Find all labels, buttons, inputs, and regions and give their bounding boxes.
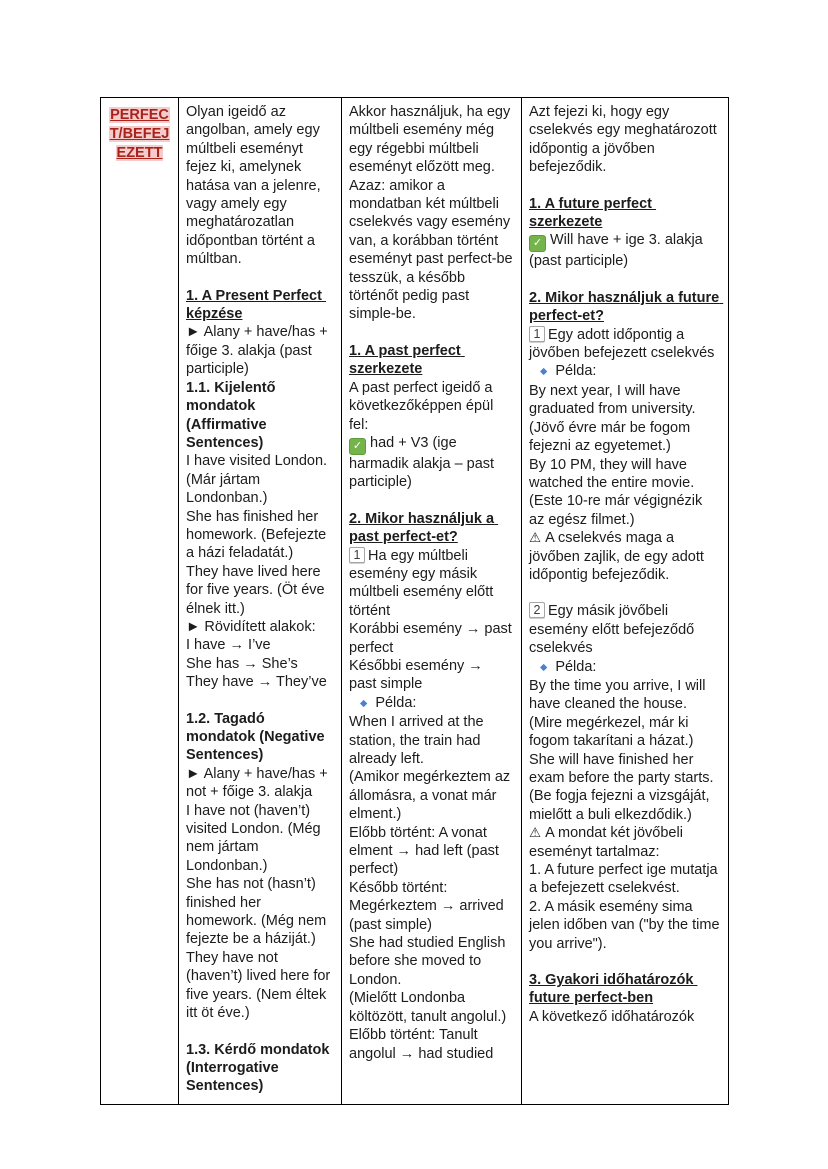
paragraph [529, 677, 721, 714]
text: Példa: [555, 658, 597, 675]
paragraph [529, 456, 721, 493]
text: 1. A future perfect szerkezete [529, 195, 657, 231]
spacer [186, 1023, 334, 1041]
text: Azaz: amikor a mondatban két múltbeli cselekvés vagy esemény van, a korábban történt eseményt past perfect-be tesszük, a később történőt pedig past simple-be. [349, 177, 517, 323]
paragraph [186, 287, 334, 324]
paragraph [349, 177, 517, 324]
paragraph [186, 618, 334, 636]
present-perfect-content [186, 103, 334, 1096]
text: A mondat két jövőbeli eseményt tartalmaz: [529, 825, 687, 860]
text: Olyan igeidő az angolban, amely egy múltbeli eseményt fejez ki, amelynek hatása van a jelenre, vagy amely egy meghatározatlan időpontban történt a múltban. [186, 104, 325, 268]
paragraph [529, 362, 721, 381]
past-perfect-cell [342, 98, 522, 1105]
future-perfect-cell [522, 98, 729, 1105]
text: They have lived here for five years. (Öt éve élnek itt.) [186, 563, 329, 617]
text: (Amikor megérkeztem az állomásra, a vonat már elment.) [349, 769, 515, 823]
spacer [529, 177, 721, 195]
text: She will have finished her exam before the party starts. [529, 751, 714, 786]
paragraph [186, 949, 334, 1023]
spacer [529, 271, 721, 289]
spacer [349, 492, 514, 510]
check-icon: ✓ [529, 235, 546, 252]
paragraph [529, 382, 721, 419]
text: They have → They’ve [186, 674, 327, 691]
keycap-1-icon: 1 [349, 547, 365, 563]
paragraph [349, 1026, 514, 1063]
future-perfect-content [529, 103, 724, 1026]
spacer [349, 324, 514, 342]
paragraph [529, 898, 724, 953]
paragraph [529, 326, 721, 363]
paragraph [349, 620, 514, 657]
keycap-1-icon: 1 [529, 326, 545, 342]
paragraph [529, 103, 721, 177]
spacer [186, 692, 334, 710]
paragraph [529, 289, 724, 326]
text: Korábbi esemény → past perfect [349, 621, 516, 656]
text: 1. A past perfect szerkezete [349, 342, 465, 378]
small-blue-diamond-icon: ◆ [540, 366, 548, 378]
past-perfect-content [349, 103, 517, 1063]
row-label-line: EZETT [116, 145, 163, 161]
text: A past perfect igeidő a következőképpen épül fel: [349, 379, 498, 433]
text: Akkor használjuk, ha egy múltbeli esemény még egy régebbi múltbeli eseményt előzött meg. [349, 104, 515, 176]
paragraph [186, 655, 334, 673]
text: Későbbi esemény → past simple [349, 657, 487, 693]
paragraph [349, 934, 514, 989]
paragraph [186, 1041, 334, 1096]
paragraph [349, 103, 514, 177]
text: had + V3 (ige harmadik alakja – past participle) [349, 434, 499, 491]
paragraph [186, 103, 334, 269]
paragraph [529, 861, 721, 898]
text: When I arrived at the station, the train had already left. [349, 714, 488, 767]
paragraph [349, 657, 514, 694]
paragraph [349, 713, 514, 768]
paragraph [529, 714, 721, 751]
text: 1.2. Tagadó mondatok (Negative Sentences) [186, 710, 329, 764]
paragraph [349, 989, 514, 1026]
paragraph [186, 673, 334, 691]
text: (Be fogja fejezni a vizsgáját, mielőtt a buli elkezdődik.) [529, 788, 714, 823]
paragraph [186, 563, 334, 618]
text: A következő időhatározók [529, 1008, 695, 1025]
paragraph [529, 492, 721, 529]
paragraph [349, 379, 514, 434]
paragraph [186, 765, 334, 802]
row-label-cell [101, 98, 179, 1105]
paragraph [186, 508, 334, 563]
paragraph [349, 547, 514, 621]
text: 1. A future perfect ige mutatja a befejezett cselekvést. [529, 862, 722, 897]
paragraph [349, 694, 514, 713]
text: (Este 10-re már végignézik az egész filmet.) [529, 493, 707, 528]
text: A cselekvés maga a jövőben zajlik, de egy adott időpontig befejeződik. [529, 530, 708, 583]
spacer [529, 584, 721, 602]
paragraph [529, 529, 721, 584]
text: ► Alany + have/has + not + főige 3. alakja [186, 765, 332, 801]
text: (Jövő évre már be fogom fejezni az egyetemet.) [529, 419, 695, 455]
text: She has not (hasn’t) finished her homework. (Még nem fejezte be a háziját.) [186, 876, 331, 948]
text: I have visited London. (Már jártam Londonban.) [186, 453, 332, 507]
paragraph [529, 602, 721, 657]
warning-icon: ⚠ [529, 825, 542, 841]
text: By the time you arrive, I will have cleaned the house. [529, 677, 710, 713]
text: 3. Gyakori időhatározók future perfect-ben [529, 972, 698, 1007]
paragraph [529, 751, 721, 788]
text: 1.3. Kérdő mondatok (Interrogative Sentences) [186, 1041, 334, 1095]
text: Előbb történt: Tanult angolul → had studied [349, 1027, 494, 1062]
text: Ha egy múltbeli esemény egy másik múltbeli esemény előtt történt [349, 547, 498, 619]
text: She has → She’s [186, 655, 298, 672]
small-blue-diamond-icon: ◆ [540, 661, 548, 673]
paragraph [349, 342, 514, 379]
paragraph [529, 824, 721, 861]
text: (Mielőtt Londonba költözött, tanult angolul.) [349, 990, 507, 1025]
text: ► Alany + have/has + főige 3. alakja (past participle) [186, 324, 332, 378]
text: 2. Mikor használjuk a past perfect-et? [349, 510, 499, 546]
paragraph [529, 195, 721, 232]
paragraph [186, 875, 334, 949]
paragraph [529, 1008, 721, 1026]
check-icon: ✓ [349, 438, 366, 455]
text: They have not (haven’t) lived here for five years. (Nem éltek itt öt éve.) [186, 949, 335, 1022]
text: 2. Mikor használjuk a future perfect-et? [529, 289, 724, 325]
text: By next year, I will have graduated from university. [529, 382, 696, 418]
text: Will have + ige 3. alakja (past participle) [529, 232, 707, 270]
text: ► Rövidített alakok: [186, 618, 316, 635]
warning-icon: ⚠ [529, 530, 542, 546]
text: Példa: [555, 363, 597, 380]
text: I have not (haven’t) visited London. (Még nem jártam Londonban.) [186, 802, 325, 874]
text: She had studied English before she moved to London. [349, 935, 510, 988]
text: 1. A Present Perfect képzése [186, 287, 326, 323]
paragraph [186, 710, 334, 765]
paragraph [349, 510, 514, 547]
paragraph [529, 787, 721, 824]
present-perfect-cell [179, 98, 342, 1105]
text: By 10 PM, they will have watched the entire movie. [529, 456, 695, 491]
spacer [529, 953, 721, 971]
paragraph [529, 971, 721, 1008]
text: I have → I’ve [186, 637, 271, 654]
paragraph [529, 419, 721, 456]
text: 2. A másik esemény sima jelen időben van ("by the time you arrive"). [529, 898, 724, 952]
table-row [101, 98, 729, 1105]
text: She has finished her homework. (Befejezte a házi feladatát.) [186, 508, 331, 562]
paragraph [349, 768, 514, 823]
row-label [108, 106, 171, 163]
text: Azt fejezi ki, hogy egy cselekvés egy meghatározott időpontig a jövőben befejeződik. [529, 104, 721, 176]
row-label-line: T/BEFEJ [109, 126, 170, 142]
text: Egy adott időpontig a jövőben befejezett cselekvés [529, 326, 715, 362]
text: (Mire megérkezel, már ki fogom takarítani a házat.) [529, 714, 694, 750]
paragraph [186, 802, 334, 876]
grammar-table [100, 97, 729, 1105]
text: Előbb történt: A vonat elment → had left (past perfect) [349, 824, 503, 878]
paragraph [186, 323, 334, 378]
paragraph [349, 434, 514, 492]
spacer [186, 269, 334, 287]
keycap-2-icon: 2 [529, 602, 545, 618]
text: 1.1. Kijelentő mondatok (Affirmative Sentences) [186, 379, 280, 451]
paragraph [349, 824, 514, 879]
paragraph [186, 379, 334, 453]
text: Egy másik jövőbeli esemény előtt befejeződő cselekvés [529, 603, 699, 657]
paragraph [349, 879, 514, 934]
paragraph [186, 452, 334, 507]
paragraph [186, 636, 334, 654]
text: Példa: [375, 694, 417, 711]
text: Később történt: Megérkeztem → arrived (past simple) [349, 879, 508, 933]
small-blue-diamond-icon: ◆ [360, 697, 368, 709]
paragraph [529, 658, 721, 677]
paragraph [529, 231, 721, 270]
row-label-line: PERFEC [110, 107, 169, 123]
